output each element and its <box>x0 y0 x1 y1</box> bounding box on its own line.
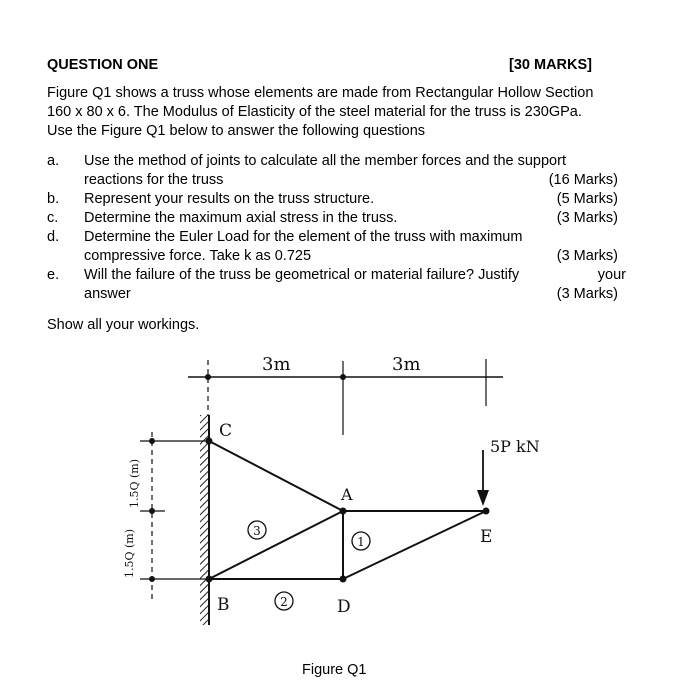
question-a-marks: (16 Marks) <box>548 172 618 188</box>
top-dimension-dot-left <box>205 374 211 380</box>
question-e-line-1: Will the failure of the truss be geometrical or material failure? Justify <box>84 267 520 283</box>
node-label-e: E <box>480 527 493 547</box>
question-b-letter: b. <box>47 191 60 207</box>
member-b-a <box>209 511 343 579</box>
question-d-marks: (3 Marks) <box>556 248 618 264</box>
node-label-d: D <box>337 597 351 617</box>
joint-a <box>340 508 347 515</box>
question-e-marks: (3 Marks) <box>556 286 618 302</box>
left-dimension-dot-bottom <box>149 576 155 582</box>
question-a-line-1: Use the method of joints to calculate all the member forces and the support <box>84 153 566 169</box>
intro-line-2: 160 x 80 x 6. The Modulus of Elasticity of the steel material for the truss is 230GPa. <box>47 104 582 120</box>
node-label-b: B <box>217 595 230 615</box>
member-number-2: 2 <box>280 595 288 609</box>
node-label-a: A <box>341 485 353 504</box>
workings-note: Show all your workings. <box>47 317 200 333</box>
question-a-letter: a. <box>47 153 60 169</box>
load-arrow-head <box>477 490 489 506</box>
joint-e <box>483 508 490 515</box>
left-dimension-dot-top <box>149 438 155 444</box>
question-d-letter: d. <box>47 229 60 245</box>
dimension-label-top-left: 3m <box>262 354 291 375</box>
question-e-line-1-end: your <box>597 267 626 283</box>
member-number-3: 3 <box>253 524 261 538</box>
wall-support-hatching <box>200 415 209 625</box>
figure-caption: Figure Q1 <box>302 662 367 678</box>
dimension-label-left-upper: 1.5Q (m) <box>128 458 141 508</box>
question-a-line-2: reactions for the truss <box>84 172 224 188</box>
question-c-line-1: Determine the maximum axial stress in the truss. <box>84 210 398 226</box>
intro-line-3: Use the Figure Q1 below to answer the following questions <box>47 123 426 139</box>
question-d-line-1: Determine the Euler Load for the element of the truss with maximum <box>84 229 523 245</box>
question-c-marks: (3 Marks) <box>556 210 618 226</box>
question-c-letter: c. <box>47 210 59 226</box>
intro-line-1: Figure Q1 shows a truss whose elements are made from Rectangular Hollow Section <box>47 85 594 101</box>
question-e-line-2: answer <box>84 286 131 302</box>
question-marks: [30 MARKS] <box>509 57 592 73</box>
left-dimension-dot-middle <box>149 508 155 514</box>
dimension-label-left-lower: 1.5Q (m) <box>123 528 136 578</box>
top-dimension-dot-middle <box>340 374 346 380</box>
load-label: 5P kN <box>490 437 540 456</box>
question-title: QUESTION ONE <box>47 57 159 73</box>
question-e-letter: e. <box>47 267 60 283</box>
joint-c <box>206 438 213 445</box>
question-b-line-1: Represent your results on the truss structure. <box>84 191 375 207</box>
joint-d <box>340 576 347 583</box>
member-number-1: 1 <box>357 535 365 549</box>
question-d-line-2: compressive force. Take k as 0.725 <box>84 248 312 264</box>
question-b-marks: (5 Marks) <box>556 191 618 207</box>
node-label-c: C <box>219 421 233 441</box>
dimension-label-top-right: 3m <box>392 354 421 375</box>
member-c-a <box>209 441 343 511</box>
joint-b <box>206 576 213 583</box>
